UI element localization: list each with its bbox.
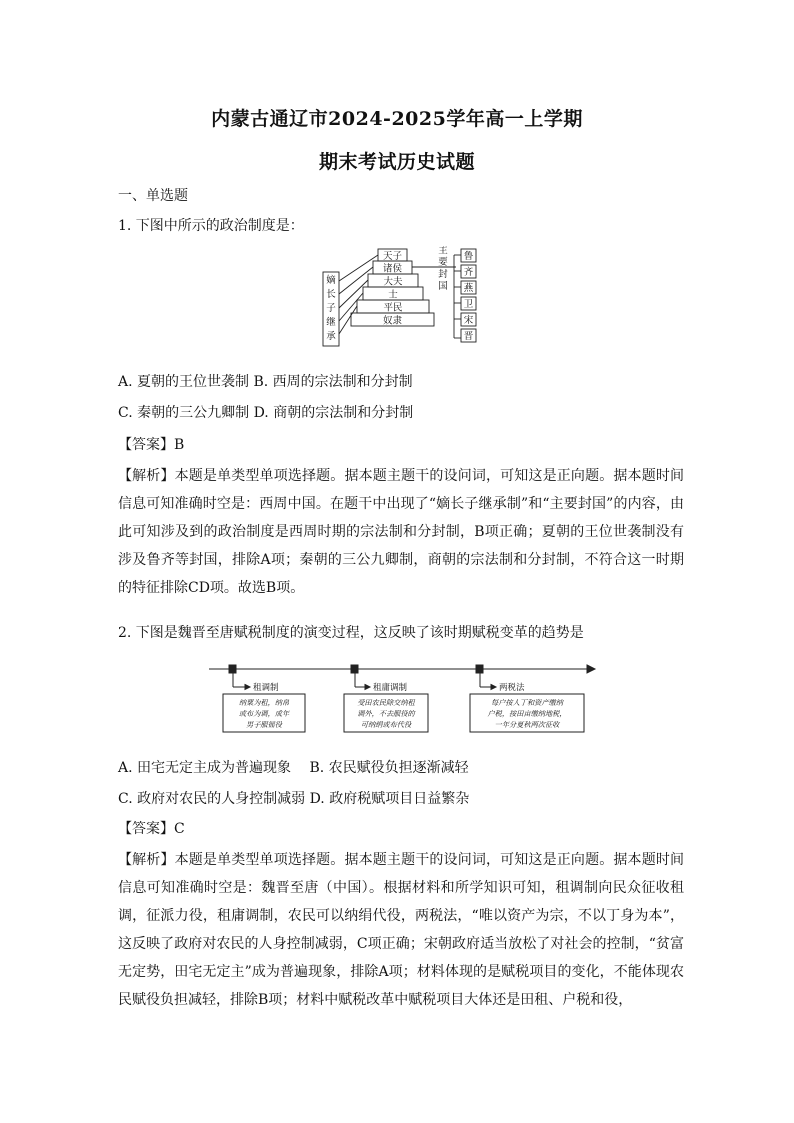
- q2-tax-timeline: [205, 660, 597, 740]
- section-heading: 一、单选题: [118, 188, 188, 204]
- diagram-level: 奴隶: [382, 315, 403, 327]
- timeline-stage-name: 租庸调制: [373, 683, 408, 693]
- timeline-desc: 纳粟为租，纳帛: [238, 698, 290, 707]
- q1-zongfa-diagram: [318, 246, 482, 364]
- diagram-left-char: 承: [326, 331, 336, 342]
- q2-options-cd: C. 政府对农民的人身控制减弱 D. 政府税赋项目日益繁杂: [118, 791, 470, 807]
- diagram-state: 鲁: [463, 251, 474, 262]
- q1-options-ab: A. 夏朝的王位世袭制 B. 西周的宗法制和分封制: [118, 374, 413, 390]
- q2-options-ab: A. 田宅无定主成为普遍现象 B. 农民赋役负担逐渐减轻: [118, 760, 469, 776]
- timeline-stage-name: 两税法: [499, 683, 525, 693]
- diagram-left-char: 继: [326, 317, 336, 328]
- diagram-state: 卫: [463, 299, 474, 310]
- q2-answer: 【答案】C: [118, 821, 185, 837]
- timeline-desc: 男子服徭役: [246, 720, 282, 729]
- document-title-line2: 期末考试历史试题: [318, 151, 475, 173]
- timeline-desc: 一年分夏秋两次征收: [494, 720, 560, 729]
- diagram-right-char: 要: [438, 257, 448, 268]
- q1-answer: 【答案】B: [118, 437, 185, 453]
- timeline-stage-name: 租调制: [253, 683, 279, 693]
- diagram-level: 诸侯: [382, 263, 403, 275]
- diagram-state: 宋: [463, 315, 474, 326]
- diagram-state: 晋: [463, 331, 474, 342]
- diagram-left-char: 子: [326, 303, 336, 314]
- timeline-desc: 调外，不去服役的: [357, 709, 415, 718]
- q2-analysis: 【解析】本题是单类型单项选择题。据本题主题干的设问词，可知这是正向题。据本题时间信息可知准确时空是：魏晋至唐（中国）。根据材料和所学知识可知，租调制向民众征收租调，征派力役，租庸调制，农民可以纳绢代役，两税法，“唯以资产为宗，不以丁身为本”，这反映了政府对农民的人身控制减弱，C项正确；宋朝政府适当放松了对社会的控制，“贫富无定势，田宅无定主”成为普遍现象，排除A项；材料体现的是赋税项目的变化，不能体现农民赋役负担减轻，排除B项；材料中赋税改革中赋税项目大体还是田租、户税和役，: [118, 852, 684, 1008]
- timeline-desc: 可纳绢或布代役: [360, 720, 412, 729]
- timeline-desc: 每户按人丁和资产缴纳: [491, 698, 563, 707]
- timeline-desc: 或布为调，成年: [238, 709, 290, 718]
- q2-stem: 2. 下图是魏晋至唐赋税制度的演变过程，这反映了该时期赋税变革的趋势是: [118, 625, 584, 641]
- diagram-state: 齐: [463, 267, 474, 278]
- diagram-level: 平民: [383, 302, 403, 314]
- diagram-level: 大夫: [383, 276, 403, 288]
- diagram-level: 士: [388, 289, 398, 301]
- q1-analysis: 【解析】本题是单类型单项选择题。据本题主题干的设问词，可知这是正向题。据本题时间信息可知准确时空是：西周中国。在题干中出现了“嫡长子继承制”和“主要封国”的内容，由此可知涉及到的政治制度是西周时期的宗法制和分封制，B项正确；夏朝的王位世袭制没有涉及鲁齐等封国，排除A项；秦朝的三公九卿制，商朝的宗法制和分封制，不符合这一时期的特征排除CD项。故选B项。: [118, 468, 684, 596]
- diagram-right-char: 封: [438, 269, 448, 280]
- diagram-right-char: 主: [438, 246, 448, 256]
- diagram-right-char: 国: [438, 281, 448, 292]
- diagram-level: 天子: [382, 251, 403, 262]
- diagram-left-char: 嫡: [326, 275, 336, 286]
- timeline-desc: 户税，按田亩缴纳地税，: [487, 709, 567, 718]
- diagram-state: 燕: [463, 283, 474, 294]
- q1-options-cd: C. 秦朝的三公九卿制 D. 商朝的宗法制和分封制: [118, 405, 414, 421]
- timeline-desc: 受田农民除交纳租: [357, 698, 415, 707]
- diagram-left-char: 长: [326, 289, 336, 300]
- q1-stem: 1. 下图中所示的政治制度是：: [118, 218, 304, 234]
- document-title-line1: 内蒙古通辽市2024-2025学年高一上学期: [211, 108, 583, 130]
